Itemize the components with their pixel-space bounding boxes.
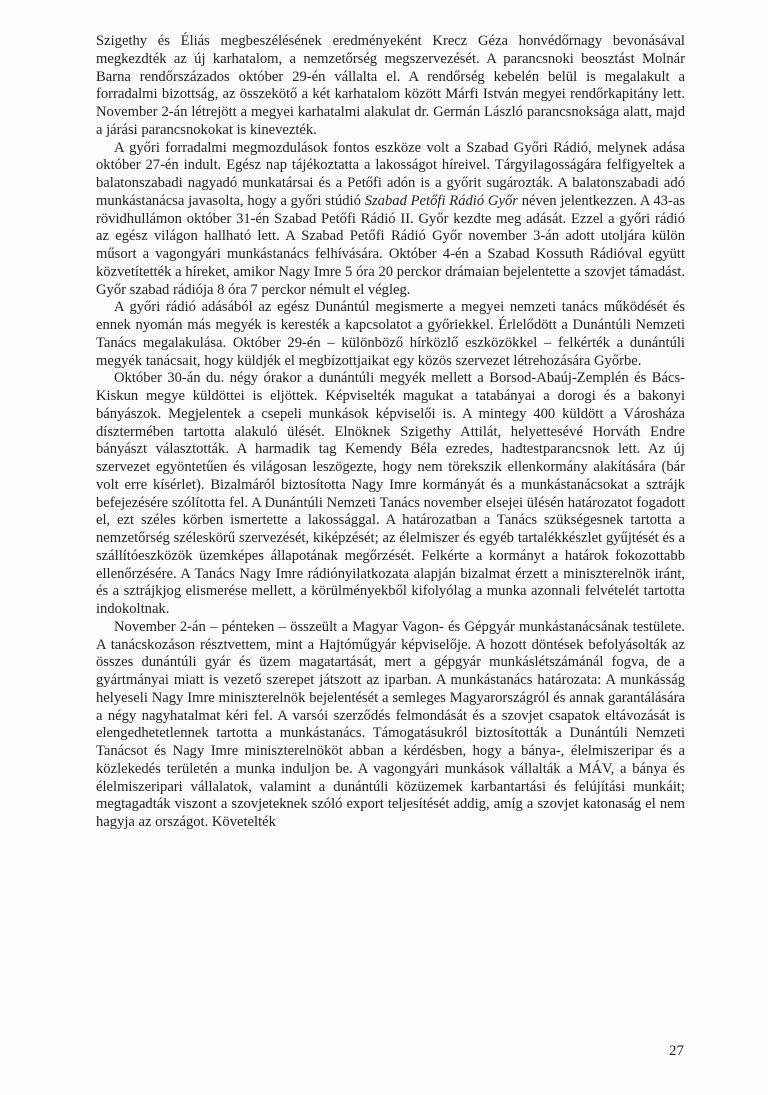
- paragraph-5: [96, 619, 685, 832]
- paragraph-text: A győri rádió adásából az egész Dunántúl megismerte a megyei nemzeti tanács működését és ennek nyomán más megyék is keresték a kapcsolatot a győriekkel. Érlelődött a Dunántúli Nemzeti Tanács megalakulása. Október 29-én – különböző hírközlő eszközökkel – felkérték a dunántúli megyék tanácsait, hogy küldjék el megbízottjaikat egy közös szervezet létrehozására Győrbe.: [96, 299, 685, 369]
- paragraph-text: Október 30-án du. négy órakor a dunántúli megyék mellett a Borsod-Abaúj-Zemplén és Bács-Kiskun megye küldöttei is eljöttek. Képviselték magukat a tatabányai a dorogi és a bakonyi bányászok. Megjelentek a csepeli munkások képviselői is. A mintegy 400 küldött a Városháza dísztermében tartotta alakuló ülését. Elnöknek Szigethy Attilát, helyettesévé Horváth Endre bányászt választották. A harmadik tag Kemendy Béla ezredes, hadtestparancsnok lett. Az új szervezet egyöntetűen és világosan leszögezte, hogy nem törekszik ellenkormány alakítására (bár volt erre kísérlet). Bizalmáról biztosította Nagy Imre kormányát és a munkástanácsokat a sztrájk befejezésére szólította fel. A Dunántúli Nemzeti Tanács november elsejei ülésén határozatot fogadott el, ezt széles körben ismertette a lakossággal. A határozatban a Tanács szükségesnek tartotta a nemzetőrség széleskörű szervezését, kiképzését; az élelmiszer és egyéb tartalékkészlet gyűjtését és a szállítóeszközök üzemképes állapotának megőrzését. Felkérte a kormányt a határok fokozottabb ellenőrzésére. A Tanács Nagy Imre rádiónyilatkozata alapján bizalmat érzett a miniszterelnök iránt, és a sztrájkjog elismerése mellett, a körülményekből kifolyólag a munka azonnali felvételét tartotta indokoltnak.: [96, 370, 685, 617]
- paragraph-text: néven jelentkezzen. A 43-as rövidhullámon október 31-én Szabad Petőfi Rádió II. Győr kezdte meg adását. Ezzel a győri rádió az egész világon hallható lett. A Szabad Petőfi Rádió Győr november 3-án adott utoljára külön műsort a vagongyári munkástanács felhívására. Október 4-én a Szabad Kossuth Rádióval együtt közvetítették a híreket, amikor Nagy Imre 5 óra 20 perckor drámaian bejelentette a szovjet támadást. Győr szabad rádiója 8 óra 7 perckor némult el végleg.: [96, 192, 685, 298]
- body-text: [96, 33, 685, 832]
- radio-name-italic: Szabad Petőfi Rádió Győr: [364, 192, 518, 209]
- paragraph-4: [96, 370, 685, 619]
- paragraph-2: [96, 140, 685, 300]
- paragraph-3: [96, 299, 685, 370]
- paragraph-text: Szigethy és Éliás megbeszélésének eredményeként Krecz Géza honvédőrnagy bevonásával megkezdték az új karhatalom, a nemzetőrség megszervezését. A parancsnoki beosztást Molnár Barna rendőrszázados október 29-én vállalta el. A rendőrség kebelén belül is megalakult a forradalmi bizottság, az összekötő a két karhatalom között Márfi István megyei rendőrkapitány lett. November 2-án létrejött a megyei karhatalmi alakulat dr. Germán László parancsnoksága alatt, majd a járási parancsnokokat is kinevezték.: [96, 33, 685, 138]
- paragraph-1: [96, 33, 685, 140]
- page-number: 27: [669, 1043, 684, 1059]
- paragraph-text: November 2-án – pénteken – összeült a Magyar Vagon- és Gépgyár munkástanácsának testülete. A tanácskozáson résztvettem, mint a Hajtóműgyár képviselője. A hozott döntések befolyásolták az összes dunántúli gyár és üzem magatartását, mert a gépgyár munkáslétszámánál fogva, de a gyártmányai miatt is vezető szerepet játszott az iparban. A munkástanács határozata: A munkásság helyeseli Nagy Imre miniszterelnök bejelentését a semleges Magyarországról és annak garantálására a négy nagyhatalmat kéri fel. A varsói szerződés felmondását és a szovjet csapatok eltávozását is elengedhetetlennek tartotta a munkástanács. Támogatásukról biztosították a Dunántúli Nemzeti Tanácsot és Nagy Imre miniszterelnököt abban a kérdésben, hogy a bánya-, élelmiszeripar és a közlekedés területén a munka induljon be. A vagongyári munkások vállalták a MÁV, a bánya és élelmiszeripari vállalatok, valamint a dunántúli közüzemek karbantartási és felújítási munkáit; megtagadták viszont a szovjeteknek szóló export teljesítését addig, amíg a szovjet katonaság el nem hagyja az országot. Követelték: [96, 618, 685, 830]
- paragraph-text: A győri forradalmi megmozdulások fontos eszköze volt a Szabad Győri Rádió, melynek adása október 27-én indult. Egész nap tájékoztatta a lakosságot híreivel. Tárgyilagosságára felfigyeltek a balatonszabadi nagyadó munkatársai és a Petőfi adón is a győrit sugározták. A balatonszabadi adó munkástanácsa javasolta, hogy a győri stúdió: [96, 139, 685, 209]
